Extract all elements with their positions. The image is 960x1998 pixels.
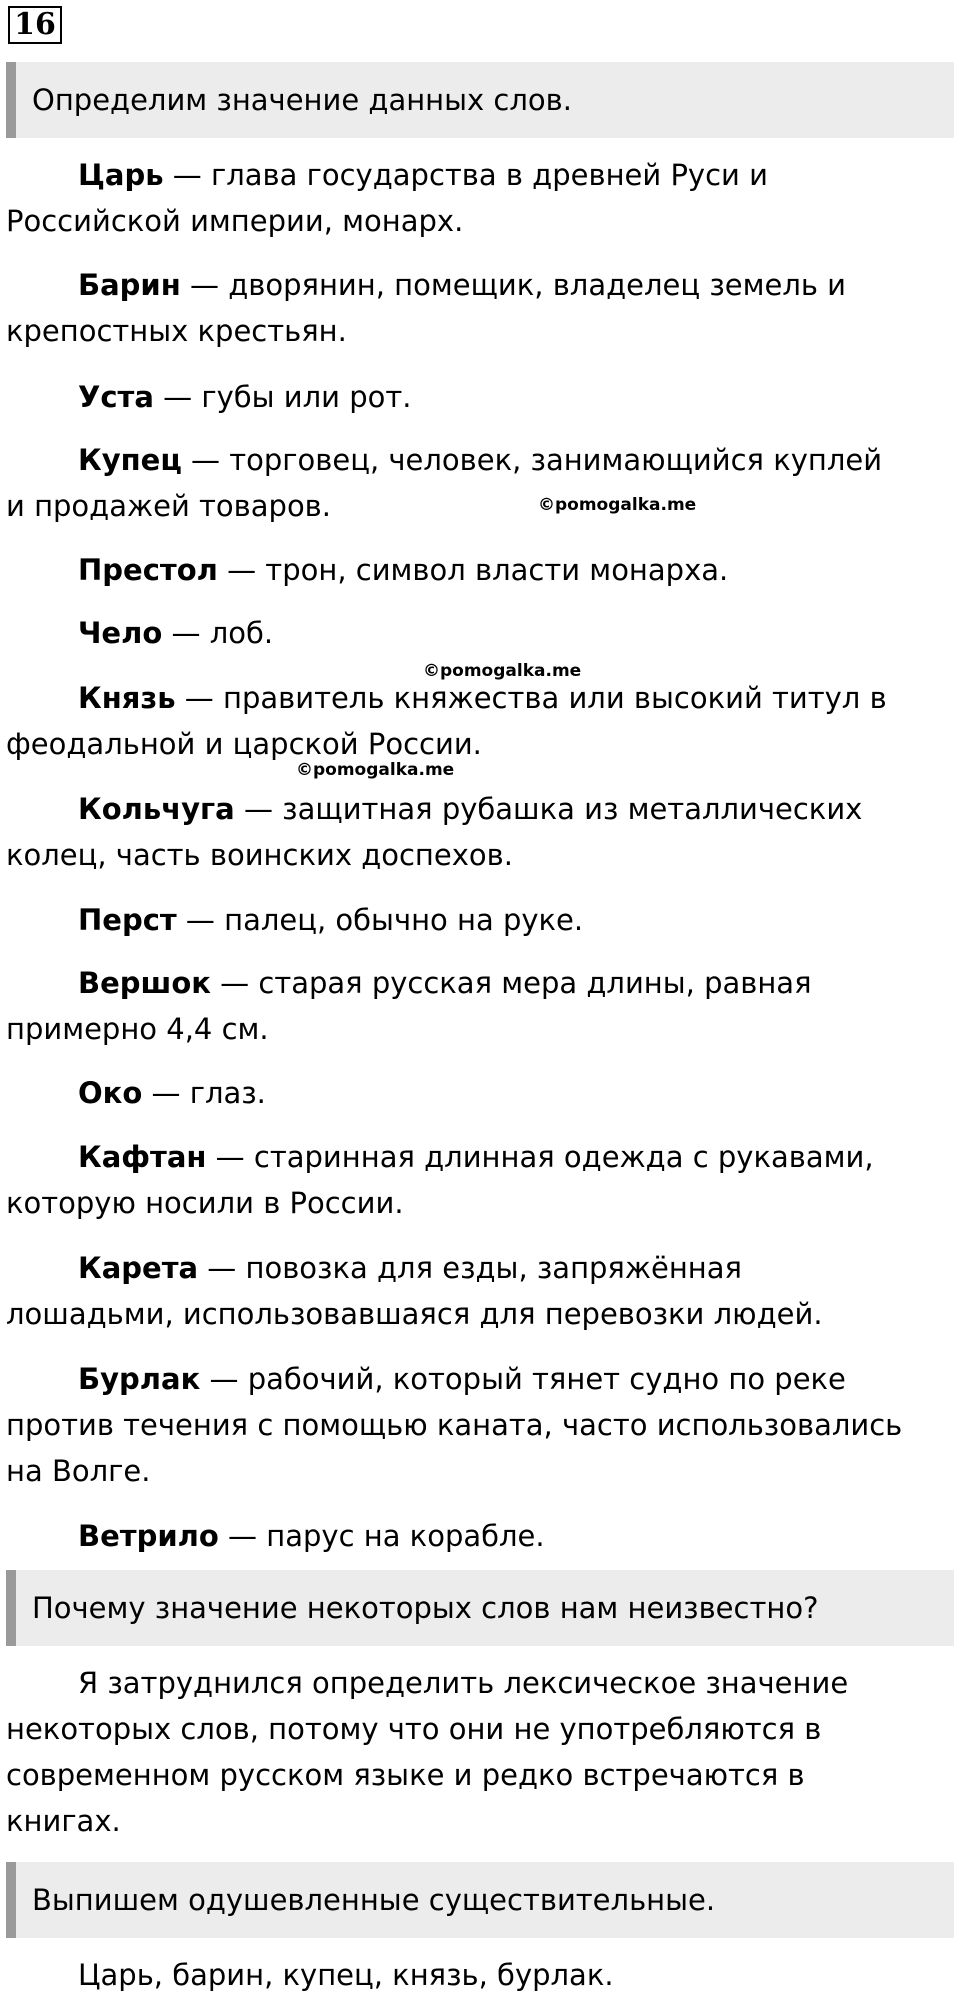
definition-prestol: [6, 547, 906, 593]
definition-oko: [6, 1070, 906, 1116]
term: Царь: [78, 158, 164, 192]
term: Карета: [78, 1251, 199, 1285]
definition-kaftan: [6, 1134, 906, 1226]
definition-text: — дворянин, помещик, владелец земель и крепостных крестьян.: [6, 268, 847, 348]
watermark: ©pomogalka.me: [538, 495, 697, 515]
definition-text: — глава государства в древней Руси и Российской империи, монарх.: [6, 158, 768, 238]
section-heading-definitions: Определим значение данных слов.: [6, 62, 954, 138]
definition-perst: [6, 897, 906, 943]
definition-text: — трон, символ власти монарха.: [217, 553, 729, 587]
term: Вершок: [78, 966, 211, 1000]
answer-animate-nouns: Царь, барин, купец, князь, бурлак.: [78, 1958, 614, 1992]
term: Барин: [78, 268, 181, 302]
answer-unknown-meaning: Я затруднился определить лексическое значение некоторых слов, потому что они не употребляются в современном русском языке и редко встречаются в книгах.: [6, 1666, 849, 1838]
term: Бурлак: [78, 1362, 201, 1396]
term: Князь: [78, 681, 176, 715]
definition-text: — защитная рубашка из металлических колец, часть воинских доспехов.: [6, 792, 863, 872]
definition-knyaz: [6, 675, 906, 767]
definition-text: — правитель княжества или высокий титул в феодальной и царской России.: [6, 681, 887, 761]
definition-text: — торговец, человек, занимающийся куплей и продажей товаров.: [6, 443, 883, 523]
definition-text: — повозка для езды, запряжённая лошадьми, использовавшаяся для перевозки людей.: [6, 1251, 823, 1331]
definition-text: — парус на корабле.: [218, 1519, 545, 1553]
watermark: ©pomogalka.me: [296, 760, 455, 780]
term: Чело: [78, 616, 163, 650]
definition-text: — губы или рот.: [153, 380, 412, 414]
term: Кольчуга: [78, 792, 235, 826]
task-number: 16: [8, 6, 62, 44]
definition-chelo: [6, 610, 906, 656]
watermark: ©pomogalka.me: [423, 661, 582, 681]
section-heading-animate: Выпишем одушевленные существительные.: [6, 1862, 954, 1938]
definition-text: — старая русская мера длины, равная примерно 4,4 см.: [6, 966, 812, 1046]
term: Купец: [78, 443, 182, 477]
definition-kupets: [6, 437, 906, 529]
definition-text: — палец, обычно на руке.: [176, 903, 584, 937]
definition-burlak: [6, 1356, 906, 1494]
term: Око: [78, 1076, 143, 1110]
definition-usta: [6, 374, 906, 420]
term: Престол: [78, 553, 218, 587]
definition-vershok: [6, 960, 906, 1052]
term: Кафтан: [78, 1140, 207, 1174]
definition-text: — лоб.: [162, 616, 274, 650]
definition-text: — рабочий, который тянет судно по реке против течения с помощью каната, часто использовались на Волге.: [6, 1362, 903, 1488]
definition-vetrilo: [6, 1513, 906, 1559]
definition-text: — глаз.: [142, 1076, 266, 1110]
definition-barin: [6, 262, 906, 354]
term: Перст: [78, 903, 177, 937]
definition-tsar: [6, 152, 906, 244]
section-heading-unknown: Почему значение некоторых слов нам неизвестно?: [6, 1570, 954, 1646]
definition-kareta: [6, 1245, 906, 1337]
definition-text: — старинная длинная одежда с рукавами, которую носили в России.: [6, 1140, 874, 1220]
definition-kolchuga: [6, 786, 906, 878]
term: Ветрило: [78, 1519, 219, 1553]
term: Уста: [78, 380, 154, 414]
